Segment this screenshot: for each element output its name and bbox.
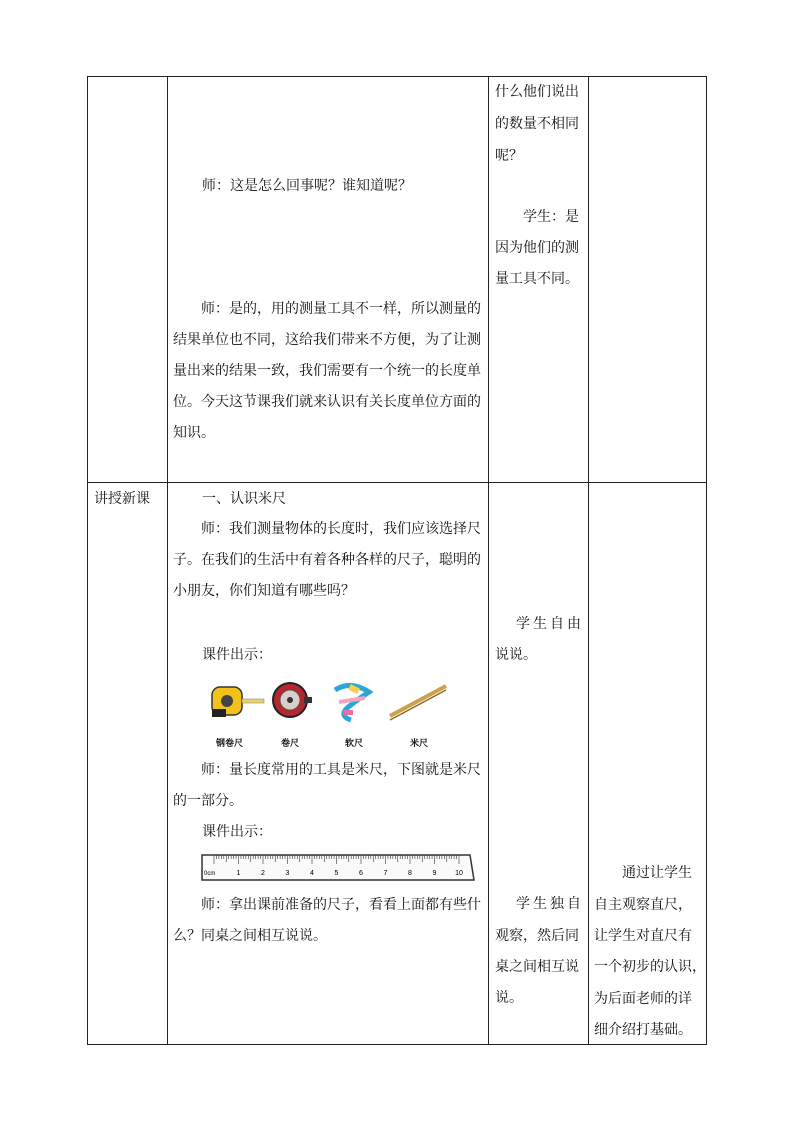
ruler-number: 1 (236, 870, 241, 877)
ruler-number: 2 (261, 870, 265, 877)
column-divider-2 (488, 76, 489, 1045)
section-heading: 一、认识米尺 (202, 491, 286, 507)
teacher-ruler-text: 师：量长度常用的工具是米尺，下图就是米尺的一部分。 (173, 762, 481, 809)
purpose-line-2: 自主观察直尺， (594, 897, 692, 913)
student-line-1: 什么他们说出 (495, 84, 579, 100)
tool-label-meter-stick: 米尺 (410, 739, 429, 749)
table-right-border (706, 76, 707, 1045)
student-observe-2: 观察，然后同 (495, 928, 579, 944)
column-divider-3 (588, 76, 589, 1045)
teacher-explanation: 师：是的，用的测量工具不一样，所以测量的结果单位也不同，这给我们带来不方便，为了让测量出来的结果一致，我们需要有一个统一的长度单位。今天这节课我们就来认识有关长度单位方面的知识。 (173, 301, 481, 441)
ruler-unit-label: 0cm (204, 871, 216, 877)
table-bottom-border (87, 1044, 707, 1045)
ruler-number: 8 (408, 870, 412, 877)
column-divider-1 (167, 76, 168, 1045)
student-observe-4: 说。 (495, 990, 523, 1006)
teacher-question: 师：这是怎么回事呢？谁知道呢？ (202, 178, 412, 194)
tool-label-steel-tape: 钢卷尺 (216, 739, 244, 749)
ruler-image (202, 854, 476, 884)
reel-tape-icon (270, 680, 314, 724)
tool-label-reel-tape: 卷尺 (281, 739, 300, 749)
ruler-number: 3 (285, 870, 290, 877)
table-top-border (87, 76, 707, 77)
courseware-label-1: 课件出示： (202, 647, 272, 663)
student-answer-1: 学生：是 (523, 209, 579, 225)
teacher-intro: 师：我们测量物体的长度时，我们应该选择尺子。在我们的生活中有着各种各样的尺子，聪明的小朋友，你们知道有哪些吗？ (173, 521, 481, 599)
student-answer-2: 因为他们的测 (495, 240, 579, 256)
student-observe-3: 桌之间相互说 (495, 959, 579, 975)
student-observe-1: 学生独自 (516, 896, 584, 912)
table-left-border (87, 76, 88, 1045)
teacher-task: 师：拿出课前准备的尺子，看看上面都有些什么？同桌之间相互说说。 (173, 897, 481, 944)
ruler-number: 6 (359, 870, 363, 877)
purpose-line-5: 为后面老师的详 (594, 991, 692, 1007)
section-label: 讲授新课 (94, 491, 150, 507)
purpose-line-3: 让学生对直尺有 (594, 928, 692, 944)
ruler-number: 7 (383, 870, 388, 877)
ruler-number: 5 (334, 870, 339, 877)
student-free-talk-2: 说说。 (495, 647, 537, 663)
purpose-line-6: 细介绍打基础。 (594, 1022, 692, 1038)
purpose-line-1: 通过让学生 (622, 865, 692, 881)
steel-tape-icon (206, 681, 266, 725)
purpose-line-4: 一个初步的认识， (594, 959, 706, 975)
student-line-2: 的数量不相同 (495, 116, 579, 132)
student-free-talk-1: 学生自由 (516, 616, 584, 632)
row-divider (87, 482, 707, 483)
meter-stick-icon (386, 682, 450, 722)
ruler-number: 4 (310, 870, 314, 877)
ruler-number: 9 (432, 870, 437, 877)
ruler-number: 10 (455, 870, 463, 877)
courseware-label-2: 课件出示： (202, 824, 272, 840)
soft-tape-icon (329, 678, 375, 724)
student-answer-3: 量工具不同。 (495, 271, 579, 287)
tool-label-soft-tape: 软尺 (345, 739, 364, 749)
student-line-3: 呢？ (495, 148, 523, 164)
